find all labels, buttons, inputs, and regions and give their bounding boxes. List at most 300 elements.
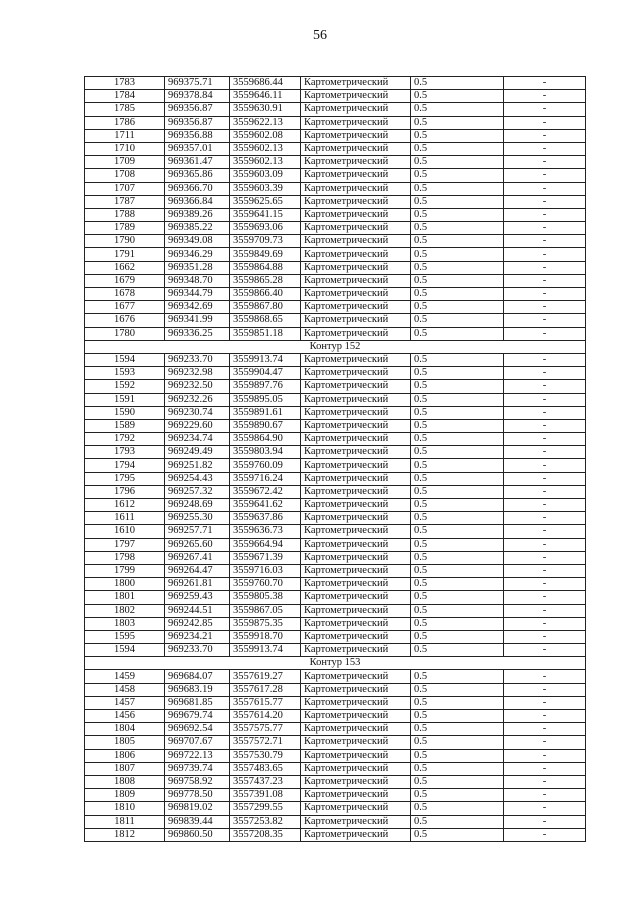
note-cell: - bbox=[504, 749, 586, 762]
table-row bbox=[85, 644, 586, 657]
method-cell: Картометрический bbox=[301, 142, 411, 155]
accuracy-cell: 0.5 bbox=[411, 314, 504, 327]
note-cell: - bbox=[504, 116, 586, 129]
table-row bbox=[85, 564, 586, 577]
note-cell: - bbox=[504, 644, 586, 657]
note-cell: - bbox=[504, 762, 586, 775]
x-coordinate-cell: 969378.84 bbox=[165, 90, 230, 103]
x-coordinate-cell: 969232.50 bbox=[165, 380, 230, 393]
point-number-cell: 1802 bbox=[85, 604, 165, 617]
table-row bbox=[85, 604, 586, 617]
table-row bbox=[85, 393, 586, 406]
point-number-cell: 1807 bbox=[85, 762, 165, 775]
method-cell: Картометрический bbox=[301, 499, 411, 512]
note-cell: - bbox=[504, 736, 586, 749]
point-number-cell: 1662 bbox=[85, 261, 165, 274]
method-cell: Картометрический bbox=[301, 367, 411, 380]
note-cell: - bbox=[504, 406, 586, 419]
coordinates-table bbox=[84, 76, 586, 842]
accuracy-cell: 0.5 bbox=[411, 116, 504, 129]
point-number-cell: 1786 bbox=[85, 116, 165, 129]
x-coordinate-cell: 969692.54 bbox=[165, 723, 230, 736]
point-number-cell: 1780 bbox=[85, 327, 165, 340]
accuracy-cell: 0.5 bbox=[411, 591, 504, 604]
table-row bbox=[85, 406, 586, 419]
note-cell: - bbox=[504, 696, 586, 709]
x-coordinate-cell: 969839.44 bbox=[165, 815, 230, 828]
table-row bbox=[85, 802, 586, 815]
accuracy-cell: 0.5 bbox=[411, 327, 504, 340]
x-coordinate-cell: 969249.49 bbox=[165, 446, 230, 459]
table-row bbox=[85, 696, 586, 709]
table-row bbox=[85, 591, 586, 604]
accuracy-cell: 0.5 bbox=[411, 208, 504, 221]
point-number-cell: 1784 bbox=[85, 90, 165, 103]
table-row bbox=[85, 538, 586, 551]
accuracy-cell: 0.5 bbox=[411, 446, 504, 459]
accuracy-cell: 0.5 bbox=[411, 604, 504, 617]
note-cell: - bbox=[504, 815, 586, 828]
table-row bbox=[85, 710, 586, 723]
point-number-cell: 1679 bbox=[85, 274, 165, 287]
y-coordinate-cell: 3557391.08 bbox=[230, 789, 301, 802]
note-cell: - bbox=[504, 169, 586, 182]
accuracy-cell: 0.5 bbox=[411, 77, 504, 90]
point-number-cell: 1793 bbox=[85, 446, 165, 459]
point-number-cell: 1594 bbox=[85, 644, 165, 657]
x-coordinate-cell: 969356.87 bbox=[165, 103, 230, 116]
y-coordinate-cell: 3557619.27 bbox=[230, 670, 301, 683]
method-cell: Картометрический bbox=[301, 591, 411, 604]
table-row bbox=[85, 222, 586, 235]
accuracy-cell: 0.5 bbox=[411, 156, 504, 169]
method-cell: Картометрический bbox=[301, 406, 411, 419]
accuracy-cell: 0.5 bbox=[411, 749, 504, 762]
y-coordinate-cell: 3559641.62 bbox=[230, 499, 301, 512]
table-row bbox=[85, 670, 586, 683]
x-coordinate-cell: 969259.43 bbox=[165, 591, 230, 604]
table-row bbox=[85, 208, 586, 221]
x-coordinate-cell: 969361.47 bbox=[165, 156, 230, 169]
accuracy-cell: 0.5 bbox=[411, 169, 504, 182]
contour-title: Контур 152 bbox=[85, 340, 586, 353]
method-cell: Картометрический bbox=[301, 802, 411, 815]
point-number-cell: 1456 bbox=[85, 710, 165, 723]
x-coordinate-cell: 969234.21 bbox=[165, 630, 230, 643]
x-coordinate-cell: 969819.02 bbox=[165, 802, 230, 815]
y-coordinate-cell: 3557253.82 bbox=[230, 815, 301, 828]
point-number-cell: 1797 bbox=[85, 538, 165, 551]
table-row bbox=[85, 723, 586, 736]
note-cell: - bbox=[504, 393, 586, 406]
y-coordinate-cell: 3559904.47 bbox=[230, 367, 301, 380]
method-cell: Картометрический bbox=[301, 77, 411, 90]
y-coordinate-cell: 3559716.03 bbox=[230, 564, 301, 577]
point-number-cell: 1806 bbox=[85, 749, 165, 762]
y-coordinate-cell: 3559913.74 bbox=[230, 353, 301, 366]
point-number-cell: 1710 bbox=[85, 142, 165, 155]
note-cell: - bbox=[504, 630, 586, 643]
method-cell: Картометрический bbox=[301, 485, 411, 498]
point-number-cell: 1795 bbox=[85, 472, 165, 485]
note-cell: - bbox=[504, 802, 586, 815]
y-coordinate-cell: 3559803.94 bbox=[230, 446, 301, 459]
x-coordinate-cell: 969230.74 bbox=[165, 406, 230, 419]
table-row bbox=[85, 446, 586, 459]
note-cell: - bbox=[504, 485, 586, 498]
x-coordinate-cell: 969342.69 bbox=[165, 301, 230, 314]
point-number-cell: 1790 bbox=[85, 235, 165, 248]
note-cell: - bbox=[504, 564, 586, 577]
method-cell: Картометрический bbox=[301, 644, 411, 657]
note-cell: - bbox=[504, 419, 586, 432]
note-cell: - bbox=[504, 103, 586, 116]
table-row bbox=[85, 261, 586, 274]
table-row bbox=[85, 129, 586, 142]
accuracy-cell: 0.5 bbox=[411, 274, 504, 287]
method-cell: Картометрический bbox=[301, 749, 411, 762]
table-row bbox=[85, 485, 586, 498]
point-number-cell: 1796 bbox=[85, 485, 165, 498]
accuracy-cell: 0.5 bbox=[411, 433, 504, 446]
y-coordinate-cell: 3559864.88 bbox=[230, 261, 301, 274]
y-coordinate-cell: 3559603.09 bbox=[230, 169, 301, 182]
x-coordinate-cell: 969341.99 bbox=[165, 314, 230, 327]
table-row bbox=[85, 499, 586, 512]
method-cell: Картометрический bbox=[301, 261, 411, 274]
table-row bbox=[85, 512, 586, 525]
note-cell: - bbox=[504, 314, 586, 327]
point-number-cell: 1787 bbox=[85, 195, 165, 208]
table-row bbox=[85, 182, 586, 195]
table-row bbox=[85, 380, 586, 393]
accuracy-cell: 0.5 bbox=[411, 90, 504, 103]
x-coordinate-cell: 969344.79 bbox=[165, 288, 230, 301]
table-row bbox=[85, 314, 586, 327]
note-cell: - bbox=[504, 208, 586, 221]
accuracy-cell: 0.5 bbox=[411, 103, 504, 116]
table-row bbox=[85, 327, 586, 340]
x-coordinate-cell: 969257.71 bbox=[165, 525, 230, 538]
y-coordinate-cell: 3559641.15 bbox=[230, 208, 301, 221]
point-number-cell: 1798 bbox=[85, 551, 165, 564]
x-coordinate-cell: 969679.74 bbox=[165, 710, 230, 723]
accuracy-cell: 0.5 bbox=[411, 512, 504, 525]
point-number-cell: 1458 bbox=[85, 683, 165, 696]
note-cell: - bbox=[504, 617, 586, 630]
note-cell: - bbox=[504, 353, 586, 366]
accuracy-cell: 0.5 bbox=[411, 538, 504, 551]
method-cell: Картометрический bbox=[301, 314, 411, 327]
coordinates-table-body bbox=[85, 77, 586, 842]
x-coordinate-cell: 969348.70 bbox=[165, 274, 230, 287]
note-cell: - bbox=[504, 512, 586, 525]
y-coordinate-cell: 3559686.44 bbox=[230, 77, 301, 90]
y-coordinate-cell: 3559918.70 bbox=[230, 630, 301, 643]
note-cell: - bbox=[504, 433, 586, 446]
accuracy-cell: 0.5 bbox=[411, 129, 504, 142]
method-cell: Картометрический bbox=[301, 670, 411, 683]
method-cell: Картометрический bbox=[301, 90, 411, 103]
note-cell: - bbox=[504, 129, 586, 142]
x-coordinate-cell: 969385.22 bbox=[165, 222, 230, 235]
method-cell: Картометрический bbox=[301, 301, 411, 314]
accuracy-cell: 0.5 bbox=[411, 696, 504, 709]
table-row bbox=[85, 789, 586, 802]
point-number-cell: 1809 bbox=[85, 789, 165, 802]
point-number-cell: 1592 bbox=[85, 380, 165, 393]
y-coordinate-cell: 3559849.69 bbox=[230, 248, 301, 261]
accuracy-cell: 0.5 bbox=[411, 551, 504, 564]
point-number-cell: 1677 bbox=[85, 301, 165, 314]
accuracy-cell: 0.5 bbox=[411, 802, 504, 815]
x-coordinate-cell: 969349.08 bbox=[165, 235, 230, 248]
table-row bbox=[85, 288, 586, 301]
point-number-cell: 1805 bbox=[85, 736, 165, 749]
method-cell: Картометрический bbox=[301, 683, 411, 696]
note-cell: - bbox=[504, 710, 586, 723]
accuracy-cell: 0.5 bbox=[411, 142, 504, 155]
x-coordinate-cell: 969357.01 bbox=[165, 142, 230, 155]
point-number-cell: 1785 bbox=[85, 103, 165, 116]
table-row bbox=[85, 433, 586, 446]
method-cell: Картометрический bbox=[301, 723, 411, 736]
accuracy-cell: 0.5 bbox=[411, 235, 504, 248]
point-number-cell: 1678 bbox=[85, 288, 165, 301]
method-cell: Картометрический bbox=[301, 551, 411, 564]
y-coordinate-cell: 3559851.18 bbox=[230, 327, 301, 340]
x-coordinate-cell: 969229.60 bbox=[165, 419, 230, 432]
y-coordinate-cell: 3557575.77 bbox=[230, 723, 301, 736]
note-cell: - bbox=[504, 222, 586, 235]
note-cell: - bbox=[504, 235, 586, 248]
point-number-cell: 1789 bbox=[85, 222, 165, 235]
table-row bbox=[85, 828, 586, 841]
note-cell: - bbox=[504, 288, 586, 301]
y-coordinate-cell: 3559867.80 bbox=[230, 301, 301, 314]
accuracy-cell: 0.5 bbox=[411, 248, 504, 261]
x-coordinate-cell: 969684.07 bbox=[165, 670, 230, 683]
note-cell: - bbox=[504, 248, 586, 261]
y-coordinate-cell: 3559868.65 bbox=[230, 314, 301, 327]
note-cell: - bbox=[504, 472, 586, 485]
method-cell: Картометрический bbox=[301, 419, 411, 432]
method-cell: Картометрический bbox=[301, 327, 411, 340]
y-coordinate-cell: 3559709.73 bbox=[230, 235, 301, 248]
method-cell: Картометрический bbox=[301, 617, 411, 630]
note-cell: - bbox=[504, 380, 586, 393]
point-number-cell: 1708 bbox=[85, 169, 165, 182]
table-row bbox=[85, 77, 586, 90]
x-coordinate-cell: 969234.74 bbox=[165, 433, 230, 446]
table-row bbox=[85, 775, 586, 788]
note-cell: - bbox=[504, 367, 586, 380]
y-coordinate-cell: 3557208.35 bbox=[230, 828, 301, 841]
contour-header-row bbox=[85, 340, 586, 353]
method-cell: Картометрический bbox=[301, 538, 411, 551]
point-number-cell: 1707 bbox=[85, 182, 165, 195]
x-coordinate-cell: 969244.51 bbox=[165, 604, 230, 617]
note-cell: - bbox=[504, 499, 586, 512]
contour-title: Контур 153 bbox=[85, 657, 586, 670]
x-coordinate-cell: 969356.87 bbox=[165, 116, 230, 129]
method-cell: Картометрический bbox=[301, 604, 411, 617]
x-coordinate-cell: 969242.85 bbox=[165, 617, 230, 630]
method-cell: Картометрический bbox=[301, 195, 411, 208]
note-cell: - bbox=[504, 828, 586, 841]
accuracy-cell: 0.5 bbox=[411, 288, 504, 301]
note-cell: - bbox=[504, 604, 586, 617]
accuracy-cell: 0.5 bbox=[411, 459, 504, 472]
method-cell: Картометрический bbox=[301, 116, 411, 129]
point-number-cell: 1812 bbox=[85, 828, 165, 841]
method-cell: Картометрический bbox=[301, 288, 411, 301]
method-cell: Картометрический bbox=[301, 472, 411, 485]
table-row bbox=[85, 301, 586, 314]
x-coordinate-cell: 969255.30 bbox=[165, 512, 230, 525]
method-cell: Картометрический bbox=[301, 274, 411, 287]
point-number-cell: 1808 bbox=[85, 775, 165, 788]
point-number-cell: 1803 bbox=[85, 617, 165, 630]
accuracy-cell: 0.5 bbox=[411, 564, 504, 577]
method-cell: Картометрический bbox=[301, 736, 411, 749]
table-row bbox=[85, 419, 586, 432]
method-cell: Картометрический bbox=[301, 710, 411, 723]
method-cell: Картометрический bbox=[301, 103, 411, 116]
point-number-cell: 1804 bbox=[85, 723, 165, 736]
table-row bbox=[85, 525, 586, 538]
y-coordinate-cell: 3559636.73 bbox=[230, 525, 301, 538]
accuracy-cell: 0.5 bbox=[411, 353, 504, 366]
x-coordinate-cell: 969375.71 bbox=[165, 77, 230, 90]
method-cell: Картометрический bbox=[301, 775, 411, 788]
y-coordinate-cell: 3559630.91 bbox=[230, 103, 301, 116]
accuracy-cell: 0.5 bbox=[411, 393, 504, 406]
y-coordinate-cell: 3559913.74 bbox=[230, 644, 301, 657]
accuracy-cell: 0.5 bbox=[411, 222, 504, 235]
point-number-cell: 1709 bbox=[85, 156, 165, 169]
point-number-cell: 1610 bbox=[85, 525, 165, 538]
method-cell: Картометрический bbox=[301, 235, 411, 248]
note-cell: - bbox=[504, 142, 586, 155]
x-coordinate-cell: 969265.60 bbox=[165, 538, 230, 551]
y-coordinate-cell: 3559602.08 bbox=[230, 129, 301, 142]
note-cell: - bbox=[504, 459, 586, 472]
method-cell: Картометрический bbox=[301, 446, 411, 459]
y-coordinate-cell: 3557572.71 bbox=[230, 736, 301, 749]
y-coordinate-cell: 3559760.70 bbox=[230, 578, 301, 591]
note-cell: - bbox=[504, 591, 586, 604]
table-row bbox=[85, 551, 586, 564]
point-number-cell: 1593 bbox=[85, 367, 165, 380]
x-coordinate-cell: 969758.92 bbox=[165, 775, 230, 788]
accuracy-cell: 0.5 bbox=[411, 261, 504, 274]
x-coordinate-cell: 969254.43 bbox=[165, 472, 230, 485]
accuracy-cell: 0.5 bbox=[411, 301, 504, 314]
accuracy-cell: 0.5 bbox=[411, 644, 504, 657]
table-row bbox=[85, 169, 586, 182]
x-coordinate-cell: 969248.69 bbox=[165, 499, 230, 512]
y-coordinate-cell: 3557617.28 bbox=[230, 683, 301, 696]
y-coordinate-cell: 3559671.39 bbox=[230, 551, 301, 564]
accuracy-cell: 0.5 bbox=[411, 762, 504, 775]
note-cell: - bbox=[504, 789, 586, 802]
method-cell: Картометрический bbox=[301, 630, 411, 643]
y-coordinate-cell: 3559891.61 bbox=[230, 406, 301, 419]
table-row bbox=[85, 459, 586, 472]
point-number-cell: 1811 bbox=[85, 815, 165, 828]
table-row bbox=[85, 472, 586, 485]
accuracy-cell: 0.5 bbox=[411, 617, 504, 630]
accuracy-cell: 0.5 bbox=[411, 419, 504, 432]
note-cell: - bbox=[504, 90, 586, 103]
table-row bbox=[85, 156, 586, 169]
note-cell: - bbox=[504, 525, 586, 538]
table-row bbox=[85, 142, 586, 155]
accuracy-cell: 0.5 bbox=[411, 828, 504, 841]
accuracy-cell: 0.5 bbox=[411, 723, 504, 736]
table-row bbox=[85, 353, 586, 366]
y-coordinate-cell: 3559897.76 bbox=[230, 380, 301, 393]
point-number-cell: 1595 bbox=[85, 630, 165, 643]
point-number-cell: 1800 bbox=[85, 578, 165, 591]
point-number-cell: 1791 bbox=[85, 248, 165, 261]
x-coordinate-cell: 969233.70 bbox=[165, 353, 230, 366]
method-cell: Картометрический bbox=[301, 380, 411, 393]
x-coordinate-cell: 969267.41 bbox=[165, 551, 230, 564]
note-cell: - bbox=[504, 578, 586, 591]
point-number-cell: 1810 bbox=[85, 802, 165, 815]
table-row bbox=[85, 736, 586, 749]
x-coordinate-cell: 969389.26 bbox=[165, 208, 230, 221]
accuracy-cell: 0.5 bbox=[411, 789, 504, 802]
table-row bbox=[85, 617, 586, 630]
x-coordinate-cell: 969346.29 bbox=[165, 248, 230, 261]
note-cell: - bbox=[504, 723, 586, 736]
accuracy-cell: 0.5 bbox=[411, 630, 504, 643]
y-coordinate-cell: 3559664.94 bbox=[230, 538, 301, 551]
x-coordinate-cell: 969739.74 bbox=[165, 762, 230, 775]
accuracy-cell: 0.5 bbox=[411, 406, 504, 419]
x-coordinate-cell: 969681.85 bbox=[165, 696, 230, 709]
y-coordinate-cell: 3559875.35 bbox=[230, 617, 301, 630]
point-number-cell: 1783 bbox=[85, 77, 165, 90]
point-number-cell: 1459 bbox=[85, 670, 165, 683]
accuracy-cell: 0.5 bbox=[411, 736, 504, 749]
table-row bbox=[85, 815, 586, 828]
accuracy-cell: 0.5 bbox=[411, 578, 504, 591]
y-coordinate-cell: 3559672.42 bbox=[230, 485, 301, 498]
point-number-cell: 1589 bbox=[85, 419, 165, 432]
table-row bbox=[85, 235, 586, 248]
x-coordinate-cell: 969257.32 bbox=[165, 485, 230, 498]
y-coordinate-cell: 3559890.67 bbox=[230, 419, 301, 432]
method-cell: Картометрический bbox=[301, 696, 411, 709]
table-row bbox=[85, 578, 586, 591]
x-coordinate-cell: 969366.70 bbox=[165, 182, 230, 195]
x-coordinate-cell: 969232.26 bbox=[165, 393, 230, 406]
x-coordinate-cell: 969860.50 bbox=[165, 828, 230, 841]
method-cell: Картометрический bbox=[301, 512, 411, 525]
x-coordinate-cell: 969232.98 bbox=[165, 367, 230, 380]
y-coordinate-cell: 3557437.23 bbox=[230, 775, 301, 788]
y-coordinate-cell: 3559805.38 bbox=[230, 591, 301, 604]
x-coordinate-cell: 969683.19 bbox=[165, 683, 230, 696]
point-number-cell: 1676 bbox=[85, 314, 165, 327]
method-cell: Картометрический bbox=[301, 182, 411, 195]
page-number: 56 bbox=[313, 28, 327, 43]
method-cell: Картометрический bbox=[301, 393, 411, 406]
